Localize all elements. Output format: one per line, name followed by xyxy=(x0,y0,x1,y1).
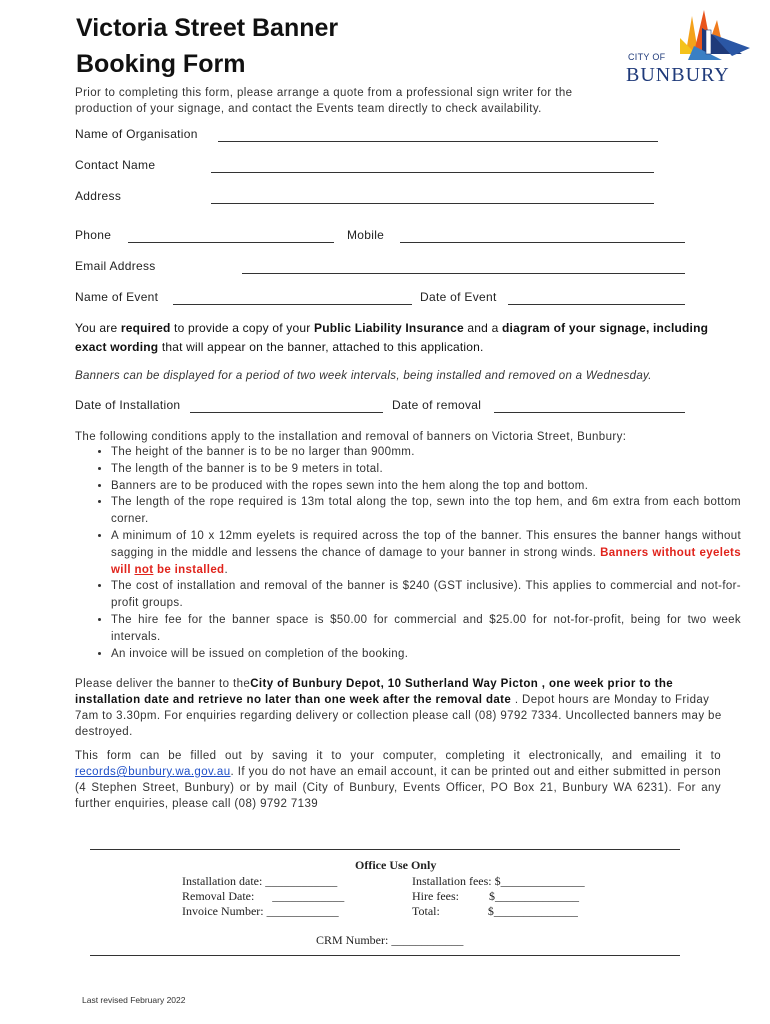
installation-date-label: Date of Installation xyxy=(75,398,181,412)
office-installation-date: Installation date: ____________ xyxy=(182,874,338,888)
list-item: • The length of the banner is to be 9 meters in total. xyxy=(111,461,741,478)
intro-text: Prior to completing this form, please arrange a quote from a professional sign writer for the production of your signage, and contact the Events team directly to check availability. xyxy=(75,87,573,115)
phone-label: Phone xyxy=(75,228,112,242)
event-date-label: Date of Event xyxy=(420,290,497,304)
requirement-text: You are required to provide a copy of your Public Liability Insurance and a diagram of your signage, including exact wording that will appear on the banner, attached to this application. xyxy=(75,321,709,354)
conditions-intro: The following conditions apply to the installation and removal of banners on Victoria Street, Bunbury: xyxy=(75,431,627,443)
email-input-line[interactable] xyxy=(242,273,685,274)
title-line-1: Victoria Street Banner xyxy=(76,14,339,42)
title-line-2: Booking Form xyxy=(76,50,246,78)
mobile-label: Mobile xyxy=(347,228,385,242)
list-item: • The height of the banner is to be no larger than 900mm. xyxy=(111,444,741,461)
organisation-input-line[interactable] xyxy=(218,141,658,142)
office-removal-date: Removal Date: ____________ xyxy=(182,889,345,903)
installation-date-input-line[interactable] xyxy=(190,412,383,413)
logo-name-text: BUNBURY xyxy=(626,64,730,86)
removal-date-input-line[interactable] xyxy=(494,412,685,413)
records-email-link[interactable]: records@bunbury.wa.gov.au xyxy=(75,766,231,778)
contact-name-input-line[interactable] xyxy=(211,172,654,173)
list-item: • Banners are to be produced with the ropes sewn into the hem along the top and bottom. xyxy=(111,478,741,495)
office-hire-fees: Hire fees: $______________ xyxy=(412,889,579,903)
event-name-input-line[interactable] xyxy=(173,304,412,305)
event-date-input-line[interactable] xyxy=(508,304,685,305)
address-input-line[interactable] xyxy=(211,203,654,204)
phone-input-line[interactable] xyxy=(128,242,334,243)
logo-city-text: CITY OF xyxy=(628,52,666,62)
list-item: • The length of the rope required is 13m total along the top, sewn into the top hem, and 6m extra from each bottom corner. xyxy=(111,494,741,528)
office-crm-number: CRM Number: ____________ xyxy=(316,933,464,947)
office-total: Total: $______________ xyxy=(412,904,578,918)
contact-name-label: Contact Name xyxy=(75,158,156,172)
display-period-note: Banners can be displayed for a period of two week intervals, being installed and removed on a Wednesday. xyxy=(75,370,652,382)
list-item: • The hire fee for the banner space is $50.00 for commercial and $25.00 for not-for-profit, being for two week intervals. xyxy=(111,612,741,646)
address-label: Address xyxy=(75,189,122,203)
removal-date-label: Date of removal xyxy=(392,398,482,412)
mobile-input-line[interactable] xyxy=(400,242,685,243)
conditions-list xyxy=(86,444,741,662)
list-item: • A minimum of 10 x 12mm eyelets is required across the top of the banner. This ensures the banner hangs without sagging in the middle and lessens the chance of damage to your banner in strong winds. Banners without eyelets will not be installed. xyxy=(111,528,741,578)
organisation-label: Name of Organisation xyxy=(75,127,198,141)
office-top-divider xyxy=(90,849,680,850)
page-title xyxy=(76,10,338,82)
email-label: Email Address xyxy=(75,259,156,273)
last-revised-footer: Last revised February 2022 xyxy=(82,995,186,1005)
city-of-bunbury-logo xyxy=(622,8,752,86)
office-bottom-divider xyxy=(90,955,680,956)
office-invoice-number: Invoice Number: ____________ xyxy=(182,904,339,918)
office-use-title: Office Use Only xyxy=(355,858,437,872)
event-name-label: Name of Event xyxy=(75,290,159,304)
delivery-instructions: Please deliver the banner to theCity of Bunbury Depot, 10 Sutherland Way Picton , one week prior to the installation date and retrieve no later than one week after the removal date . Depot hours are Monday to Friday 7am to 3.30pm. For enquiries regarding delivery or collection please call (08) 9792 7334. Uncollected banners may be destroyed. xyxy=(75,678,722,738)
submission-instructions: This form can be filled out by saving it to your computer, completing it electronically, and emailing it to records@bunbury.wa.gov.au. If you do not have an email account, it can be printed out and either submitted in person (4 Stephen Street, Bunbury) or by mail (City of Bunbury, Events Officer, PO Box 21, Bunbury WA 6231). For any further enquiries, please call (08) 9792 7139 xyxy=(75,750,721,810)
list-item: • The cost of installation and removal of the banner is $240 (GST inclusive). This applies to commercial and not-for-profit groups. xyxy=(111,578,741,612)
eyelet-warning: Banners without eyelets will not be installed xyxy=(111,546,741,576)
list-item: • An invoice will be issued on completion of the booking. xyxy=(111,646,741,663)
office-installation-fees: Installation fees: $______________ xyxy=(412,874,585,888)
